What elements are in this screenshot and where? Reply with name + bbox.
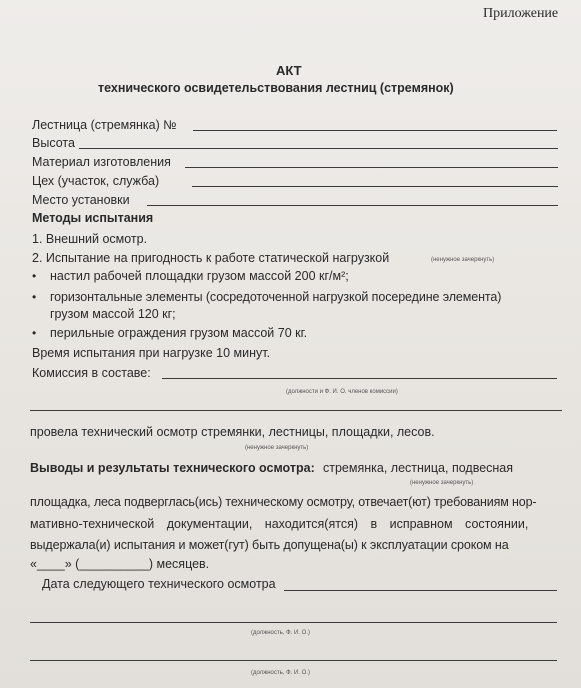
bullet-icon: • [32,326,37,340]
height-line[interactable] [79,148,558,149]
test-time: Время испытания при нагрузке 10 минут. [32,346,271,360]
paragraph-line-3: выдержала(и) испытания и может(гут) быть допущена(ы) к эксплуатации сроком на [30,538,509,552]
material-line[interactable] [185,167,558,168]
paragraph-line-2: мативно-технической документации, находится(ятся) в исправном состоянии, [30,517,529,531]
ladder-number-line[interactable] [193,130,557,131]
appendix-label: Приложение [483,6,559,21]
method-1: 1. Внешний осмотр. [32,232,148,246]
field-location: Место установки [32,193,130,207]
method-2-note: (ненужное зачеркнуть) [431,257,495,263]
signature-line-1[interactable] [30,622,557,623]
inspection-note: (ненужное зачеркнуть) [245,445,309,451]
next-date-line[interactable] [284,590,557,591]
bullet-1: настил рабочей площадки грузом массой 200 кг/м²; [50,269,349,283]
next-date-label: Дата следующего технического осмотра [42,577,276,591]
bullet-2-line-1: горизонтальные элементы (сосредоточенной нагрузкой посередине элемента) [50,290,502,304]
field-ladder-number: Лестница (стремянка) № [32,118,177,132]
location-line[interactable] [147,205,558,206]
act-title: АКТ [276,63,302,78]
field-height: Высота [32,136,75,150]
conclusions-text: стремянка, лестница, подвесная [323,461,514,475]
signature-line-2[interactable] [30,660,557,661]
bullet-icon: • [32,290,37,304]
methods-heading: Методы испытания [32,211,154,225]
bullet-2-line-2: грузом массой 120 кг; [50,307,176,321]
commission-note: (должности и Ф. И. О. членов комиссии) [286,389,398,395]
commission-line[interactable] [162,378,557,379]
signature-note-2: (должность, Ф. И. О.) [251,670,310,676]
paragraph-line-4: «____» (__________) месяцев. [30,557,210,571]
commission-line-2[interactable] [30,410,562,411]
bullet-3: перильные ограждения грузом массой 70 кг. [50,326,308,340]
commission-label: Комиссия в составе: [32,366,151,380]
conclusions-note: (ненужное зачеркнуть) [410,480,474,486]
inspection-text: провела технический осмотр стремянки, лестницы, площадки, лесов. [30,425,435,439]
act-subtitle: технического освидетельствования лестниц (стремянок) [98,81,454,95]
signature-note-1: (должность, Ф. И. О.) [251,630,310,636]
conclusions-heading: Выводы и результаты технического осмотра: [30,461,315,475]
field-material: Материал изготовления [32,155,171,169]
method-2: 2. Испытание на пригодность к работе статической нагрузкой [32,251,390,265]
bullet-icon: • [32,269,37,283]
paragraph-line-1: площадка, леса подверглась(ись) техническому осмотру, отвечает(ют) требованиям нор- [30,495,537,509]
field-workshop: Цех (участок, служба) [32,174,160,188]
workshop-line[interactable] [192,186,558,187]
